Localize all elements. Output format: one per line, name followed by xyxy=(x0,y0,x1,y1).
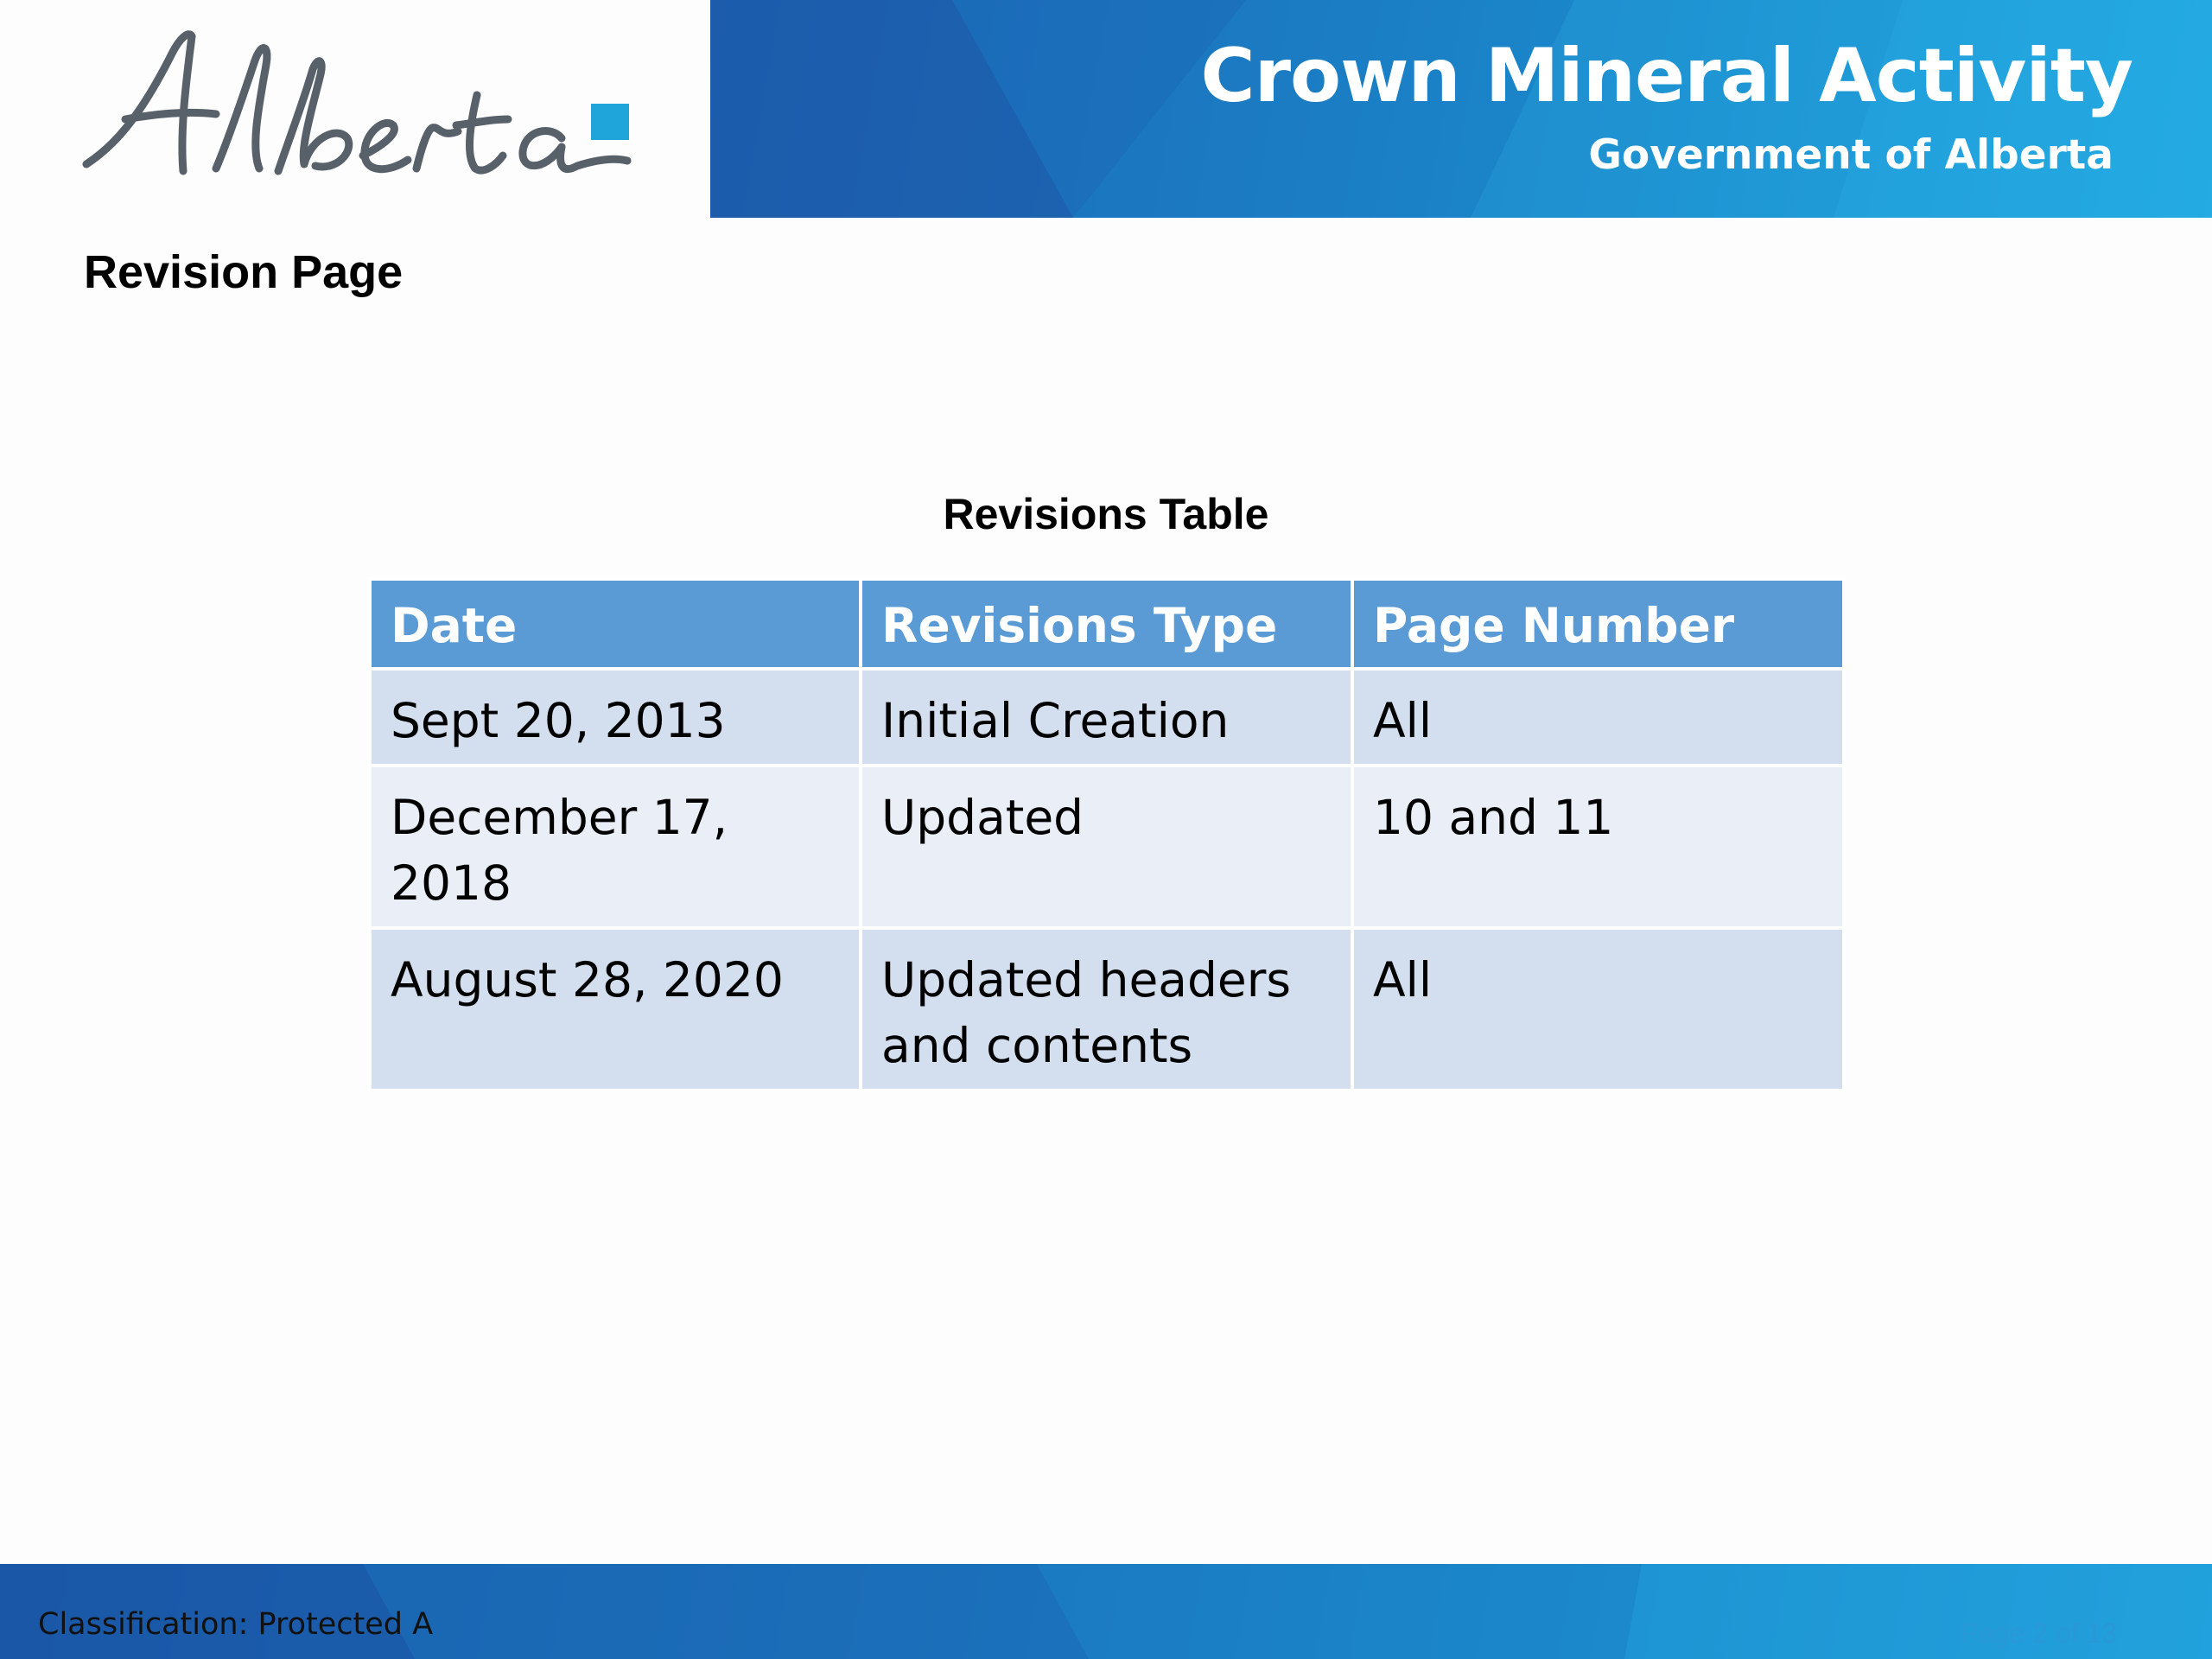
footer-bar xyxy=(0,1564,2212,1659)
cell-date: August 28, 2020 xyxy=(370,928,861,1090)
table-row xyxy=(370,928,1844,1090)
column-header-date: Date xyxy=(370,579,861,669)
cell-revision-type: Initial Creation xyxy=(861,669,1352,766)
cell-revision-type: Updated headers and contents xyxy=(861,928,1352,1090)
page-number: Page 2 of 13 xyxy=(1960,1618,2117,1649)
table-row xyxy=(370,766,1844,928)
column-header-revisions-type: Revisions Type xyxy=(861,579,1352,669)
banner-subtitle: Government of Alberta xyxy=(1588,131,2113,179)
cell-date: December 17, 2018 xyxy=(370,766,861,928)
table-caption: Revisions Table xyxy=(943,490,1269,538)
revisions-table xyxy=(368,577,1846,1092)
header-banner xyxy=(710,0,2212,218)
cell-page-number: All xyxy=(1352,669,1844,766)
cell-page-number: All xyxy=(1352,928,1844,1090)
classification-label: Classification: Protected A xyxy=(38,1607,434,1642)
cell-page-number: 10 and 11 xyxy=(1352,766,1844,928)
cell-date: Sept 20, 2013 xyxy=(370,669,861,766)
table-header-row xyxy=(370,579,1844,669)
cell-revision-type: Updated xyxy=(861,766,1352,928)
table-row xyxy=(370,669,1844,766)
banner-title: Crown Mineral Activity xyxy=(1200,33,2133,119)
page-title: Revision Page xyxy=(84,246,404,298)
alberta-logo xyxy=(78,17,639,190)
column-header-page-number: Page Number xyxy=(1352,579,1844,669)
